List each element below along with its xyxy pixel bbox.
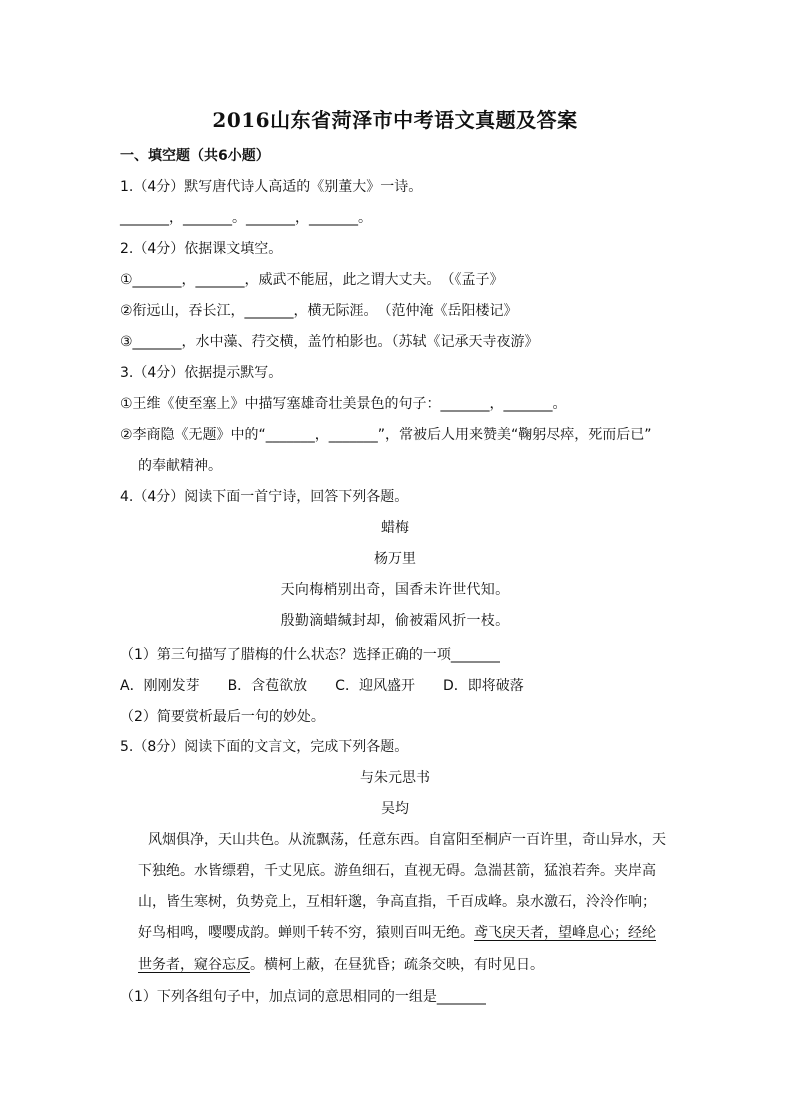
question-4-sub-2: （2）简要赏析最后一句的妙处。 [120,709,325,725]
question-5-sub-1: （1）下列各组句子中，加点词的意思相同的一组是_______ [120,989,486,1005]
question-2-item-2: ②衔远山，吞长江，_______，横无际涯。 （范仲淹《岳阳楼记》 [120,303,518,319]
question-5-stem: 5.（8分）阅读下面的文言文，完成下列各题。 [120,739,409,755]
question-2-item-1: ①_______，_______，威武不能屈，此之谓大丈夫。 （《孟子》 [120,272,504,288]
question-3-item-1: ①王维《使至塞上》中描写塞雄奇壮美景色的句子：_______，_______。 [120,396,567,412]
question-4-options: A．刚刚发芽 B．含苞欲放 C．迎风盛开 D．即将破落 [120,678,524,694]
question-4-sub-1: （1）第三句描写了腊梅的什么状态？选择正确的一项_______ [120,647,500,663]
passage-line-3: 山，皆生寒树，负势竞上，互相轩邈，争高直指，千百成峰。泉水激石，泠泠作响； [138,894,656,910]
passage-line-5 [138,955,668,975]
poem-title: 蜡梅 [381,520,409,536]
question-2-stem: 2.（4分）依据课文填空。 [120,241,283,257]
question-2-item-3: ③_______，水中藻、荇交横，盖竹柏影也。（苏轼《记承天寺夜游》 [120,334,539,350]
question-3-item-2-continuation: 的奉献精神。 [138,458,222,474]
passage-line-2: 下独绝。水皆缥碧，千丈见底。游鱼细石，直视无碍。急湍甚箭，猛浪若奔。夹岸高 [138,863,656,879]
question-1-blanks: _______，_______。_______，_______。 [120,210,372,226]
question-4-stem: 4.（4分）阅读下面一首宁诗，回答下列各题。 [120,489,409,505]
question-3-stem: 3.（4分）依据提示默写。 [120,365,283,381]
passage-line-5-plain: 。横柯上蔽，在昼犹昏；疏条交映，有时见日。 [250,957,544,973]
page-title: 2016山东省菏泽市中考语文真题及答案 [212,108,578,132]
passage-line-1: 风烟俱净，天山共色。从流飘荡，任意东西。自富阳至桐庐一百许里，奇山异水，天 [148,832,666,848]
poem-author: 杨万里 [374,551,416,567]
passage-underlined-sentence-start: 鸢飞戾天者，望峰息心；经纶 [474,925,656,941]
question-3-item-2: ②李商隐《无题》中的“_______，_______”，常被后人用来赞美“鞠躬尽瘁，死而后已” [120,427,652,443]
passage-line-4 [138,923,668,943]
poem-line-2: 殷勤滴蜡缄封却，偷被霜风折一枝。 [280,613,510,629]
text-author: 吴均 [381,801,409,817]
question-1-stem: 1.（4分）默写唐代诗人高适的《别董大》一诗。 [120,179,423,195]
section-heading: 一、填空题（共6小题） [120,148,270,164]
poem-line-1: 天向梅梢别出奇，国香未许世代知。 [280,582,510,598]
passage-underlined-sentence-end: 世务者，窥谷忘反 [138,957,250,973]
passage-line-4-plain: 好鸟相鸣，嘤嘤成韵。蝉则千转不穷，猿则百叫无绝。 [138,925,474,941]
text-title: 与朱元思书 [360,770,430,786]
